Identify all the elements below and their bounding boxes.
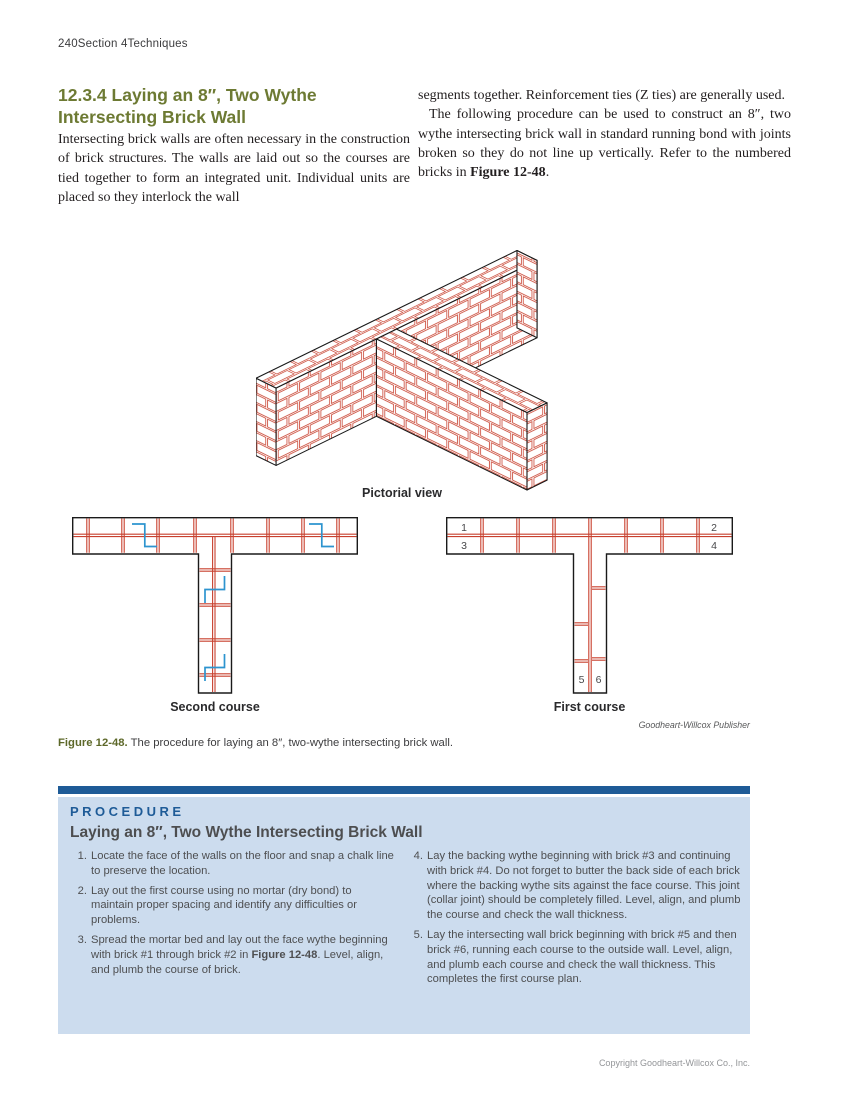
- figure-caption: [58, 737, 698, 749]
- main-wall-right-end-face: [517, 251, 537, 338]
- chapter-label: Techniques: [127, 38, 188, 50]
- procedure-steps-left: [70, 849, 396, 982]
- procedure-step-4: [406, 849, 742, 923]
- procedure-kicker: PROCEDURE: [70, 804, 185, 819]
- brick-number-3: 3: [461, 540, 467, 553]
- step-number: 4.: [413, 850, 423, 862]
- brick-number-6: 6: [595, 674, 602, 686]
- main-wall-left-end-face: [256, 378, 276, 465]
- first-course-diagram: [446, 516, 733, 694]
- section-heading-line1: 12.3.4 Laying an 8″, Two Wythe: [58, 85, 317, 105]
- section-label: Section 4: [77, 38, 128, 50]
- first-course-label: First course: [553, 700, 626, 714]
- step-number: 1.: [77, 850, 87, 862]
- figure-caption-text: The procedure for laying an 8″, two-wythe intersecting brick wall.: [127, 737, 453, 749]
- procedure-step-1: [70, 849, 396, 879]
- procedure-step-5: [406, 928, 742, 987]
- isometric-wall-faces: [256, 251, 547, 490]
- second-course-label: Second course: [170, 700, 260, 714]
- procedure-step-2: [70, 884, 396, 928]
- step-text: Lay out the first course using no mortar (dry bond) to maintain proper spacing and identify any difficulties or problems.: [91, 884, 357, 927]
- step-number: 5.: [413, 928, 423, 941]
- first-course-stem-joints: [575, 519, 606, 693]
- body-column-left: Intersecting brick walls are often necessary in the construction of brick structures. The walls are laid out so the courses are tied together to form an integrated unit. Individual units are placed so they interlock the wall: [58, 132, 410, 205]
- step-text: Lay the intersecting wall brick beginning with brick #5 and then brick #6, running each course to the outside wall. Level, align, and plumb each course and check the wall thickness. This completes the first course plan.: [427, 928, 737, 986]
- page-number: 240: [58, 38, 78, 50]
- brick-number-4: 4: [711, 540, 717, 553]
- first-course-head-joints: [481, 519, 699, 553]
- pictorial-view-label: Pictorial view: [362, 486, 442, 500]
- intersecting-wall-end-face: [527, 403, 547, 490]
- brick-number-2: 2: [711, 521, 717, 534]
- first-course-outline: [447, 518, 733, 693]
- pictorial-view-figure: [256, 250, 548, 492]
- step-text: Lay the backing wythe beginning with brick #3 and continuing with brick #4. Do not forget to butter the back side of each brick where the backing wythe sits against the face course. This joint (collar joint) should be completely filled. Level, align, and plumb the course and check the wall thickness.: [427, 850, 741, 922]
- body-paragraph-2: The following procedure can be used to construct an 8″, two wythe intersecting brick wall in standard running bond with joints broken so they do not line up vertically. Refer to the numbered bricks in Figure 12-48.: [418, 107, 791, 181]
- second-course-diagram: [72, 516, 358, 694]
- section-heading-line2: Intersecting Brick Wall: [58, 107, 247, 127]
- figure-caption-label: Figure 12-48.: [58, 737, 128, 749]
- running-head: [58, 38, 188, 50]
- second-course-collar-joint: [74, 534, 357, 536]
- procedure-steps-right: [406, 849, 742, 992]
- copyright-notice: Copyright Goodheart-Willcox Co., Inc.: [598, 1058, 750, 1068]
- figure-credit: Goodheart-Willcox Publisher: [638, 720, 750, 730]
- body-column-right: [418, 86, 791, 182]
- brick-number-1: 1: [461, 521, 467, 534]
- procedure-accent-bar: [58, 786, 750, 794]
- first-course-collar-joint: [448, 534, 732, 536]
- procedure-step-3: [70, 933, 396, 977]
- step-number: 2.: [77, 884, 87, 897]
- procedure-title: Laying an 8″, Two Wythe Intersecting Brick Wall: [70, 824, 423, 841]
- step-number: 3.: [77, 933, 87, 946]
- body-paragraph-1: segments together. Reinforcement ties (Z ties) are generally used.: [418, 88, 785, 103]
- step-text: Locate the face of the walls on the floor and snap a chalk line to preserve the location.: [91, 850, 394, 877]
- brick-number-5: 5: [578, 674, 585, 686]
- step-text: Spread the mortar bed and lay out the face wythe beginning with brick #1 through brick #2 in Figure 12-48. Level, align, and plumb the course of brick.: [91, 933, 388, 976]
- section-heading: [58, 84, 418, 128]
